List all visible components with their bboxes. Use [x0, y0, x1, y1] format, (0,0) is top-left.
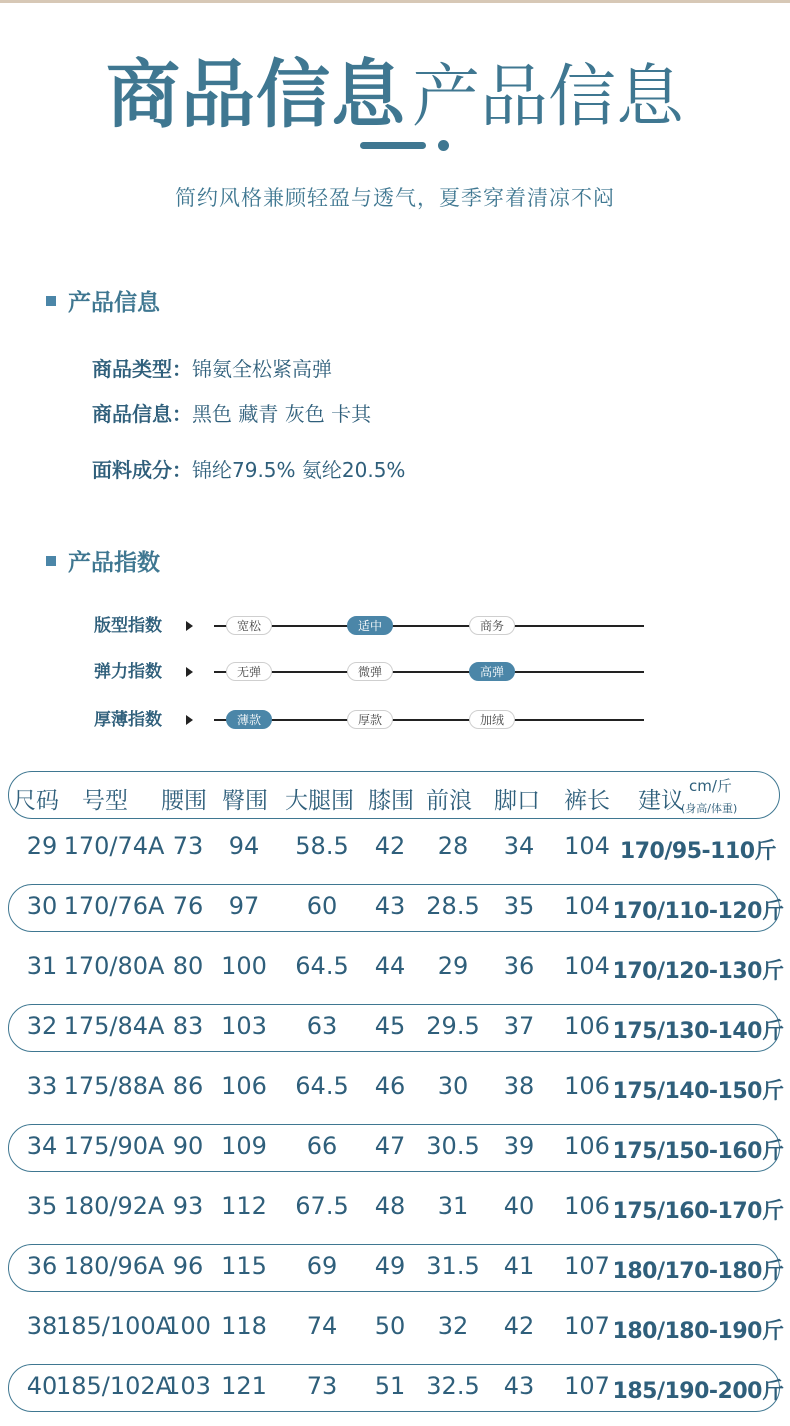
product-index-heading: 产品指数	[46, 544, 160, 577]
table-cell: 106	[564, 1132, 610, 1160]
index-option: 微弹	[347, 662, 393, 681]
table-cell: 90	[172, 1132, 204, 1160]
title-decoration-bar	[360, 142, 426, 149]
table-cell: 42	[374, 832, 406, 860]
index-scale-line	[214, 719, 644, 721]
table-cell: 49	[374, 1252, 406, 1280]
table-cell: 50	[374, 1312, 406, 1340]
table-cell: 33	[26, 1072, 58, 1100]
table-cell: 80	[172, 952, 204, 980]
table-cell: 31.5	[426, 1252, 480, 1280]
table-cell: 38	[26, 1312, 58, 1340]
header-knee: 膝围	[368, 788, 414, 814]
table-cell: 73	[172, 832, 204, 860]
table-cell: 64.5	[295, 952, 349, 980]
table-cell: 60	[306, 892, 338, 920]
table-cell: 104	[564, 892, 610, 920]
top-divider	[0, 0, 790, 3]
table-cell: 67.5	[295, 1192, 349, 1220]
table-cell: 86	[172, 1072, 204, 1100]
info-row-type: 商品类型：锦氨全松紧高弹	[92, 357, 332, 381]
table-cell: 97	[228, 892, 260, 920]
table-cell: 180/170-180斤	[612, 1259, 784, 1284]
table-cell: 104	[564, 952, 610, 980]
table-cell: 96	[172, 1252, 204, 1280]
table-cell: 48	[374, 1192, 406, 1220]
table-cell: 42	[503, 1312, 535, 1340]
header-size: 尺码	[13, 788, 59, 814]
index-option: 厚款	[347, 710, 393, 729]
page-subtitle: 简约风格兼顾轻盈与透气，夏季穿着清凉不闷	[175, 186, 615, 210]
header-rise: 前浪	[426, 788, 472, 814]
header-model: 号型	[82, 788, 128, 814]
table-cell: 118	[221, 1312, 267, 1340]
table-cell: 32	[26, 1012, 58, 1040]
header-leg-opening: 脚口	[494, 788, 540, 814]
table-cell: 180/96A	[63, 1252, 165, 1280]
table-cell: 170/80A	[63, 952, 165, 980]
table-cell: 175/130-140斤	[612, 1019, 784, 1044]
table-cell: 107	[564, 1252, 610, 1280]
table-cell: 103	[165, 1372, 211, 1400]
table-cell: 180/92A	[63, 1192, 165, 1220]
table-cell: 185/100A	[55, 1312, 173, 1340]
table-cell: 35	[26, 1192, 58, 1220]
table-cell: 31	[437, 1192, 469, 1220]
table-cell: 109	[221, 1132, 267, 1160]
index-row-fit: 版型指数 宽松 适中 商务	[94, 614, 554, 638]
table-cell: 34	[503, 832, 535, 860]
table-cell: 31	[26, 952, 58, 980]
table-cell: 64.5	[295, 1072, 349, 1100]
table-cell: 93	[172, 1192, 204, 1220]
table-cell: 74	[306, 1312, 338, 1340]
table-cell: 66	[306, 1132, 338, 1160]
table-cell: 36	[503, 952, 535, 980]
header-waist: 腰围	[161, 788, 207, 814]
table-cell: 69	[306, 1252, 338, 1280]
table-cell: 32	[437, 1312, 469, 1340]
table-cell: 106	[564, 1072, 610, 1100]
table-cell: 40	[26, 1372, 58, 1400]
table-cell: 37	[503, 1012, 535, 1040]
table-cell: 43	[503, 1372, 535, 1400]
table-cell: 175/160-170斤	[612, 1199, 784, 1224]
info-row-colors: 商品信息：黑色 藏青 灰色 卡其	[92, 402, 372, 426]
table-cell: 76	[172, 892, 204, 920]
index-option: 加绒	[469, 710, 515, 729]
table-cell: 38	[503, 1072, 535, 1100]
arrow-right-icon	[186, 621, 193, 631]
title-bold: 商品信息	[105, 52, 406, 138]
table-cell: 34	[26, 1132, 58, 1160]
table-cell: 175/88A	[63, 1072, 165, 1100]
table-cell: 94	[228, 832, 260, 860]
table-cell: 103	[221, 1012, 267, 1040]
index-row-thickness: 厚薄指数 薄款 厚款 加绒	[94, 708, 554, 732]
table-cell: 185/102A	[55, 1372, 173, 1400]
index-row-elasticity: 弹力指数 无弹 微弹 高弹	[94, 660, 554, 684]
table-cell: 45	[374, 1012, 406, 1040]
table-cell: 170/76A	[63, 892, 165, 920]
table-cell: 107	[564, 1372, 610, 1400]
table-cell: 40	[503, 1192, 535, 1220]
table-cell: 30	[437, 1072, 469, 1100]
table-cell: 100	[165, 1312, 211, 1340]
table-cell: 175/84A	[63, 1012, 165, 1040]
table-cell: 28.5	[426, 892, 480, 920]
info-row-fabric: 面料成分：锦纶79.5% 氨纶20.5%	[92, 458, 406, 482]
table-cell: 170/95-110斤	[619, 839, 777, 864]
header-thigh: 大腿围	[285, 788, 354, 814]
header-length: 裤长	[564, 788, 610, 814]
table-cell: 29.5	[426, 1012, 480, 1040]
table-cell: 170/120-130斤	[612, 959, 784, 984]
table-cell: 36	[26, 1252, 58, 1280]
table-cell: 35	[503, 892, 535, 920]
header-hip: 臀围	[222, 788, 268, 814]
arrow-right-icon	[186, 715, 193, 725]
table-cell: 58.5	[295, 832, 349, 860]
header-unit: cm/斤	[689, 777, 732, 795]
table-cell: 121	[221, 1372, 267, 1400]
table-cell: 175/140-150斤	[612, 1079, 784, 1104]
index-option: 宽松	[226, 616, 272, 635]
table-cell: 30.5	[426, 1132, 480, 1160]
index-option: 无弹	[226, 662, 272, 681]
page-title	[0, 36, 790, 142]
table-cell: 30	[26, 892, 58, 920]
index-scale-line	[214, 671, 644, 673]
table-cell: 106	[564, 1012, 610, 1040]
table-cell: 29	[26, 832, 58, 860]
table-cell: 170/74A	[63, 832, 165, 860]
table-cell: 47	[374, 1132, 406, 1160]
table-cell: 112	[221, 1192, 267, 1220]
title-light: 产品信息	[411, 58, 684, 137]
table-cell: 106	[221, 1072, 267, 1100]
table-cell: 32.5	[426, 1372, 480, 1400]
product-info-heading: 产品信息	[46, 284, 160, 317]
table-cell: 51	[374, 1372, 406, 1400]
table-cell: 43	[374, 892, 406, 920]
index-scale-line	[214, 625, 644, 627]
table-cell: 115	[221, 1252, 267, 1280]
header-suggestion: 建议	[638, 788, 684, 814]
table-cell: 107	[564, 1312, 610, 1340]
table-cell: 63	[306, 1012, 338, 1040]
table-cell: 175/150-160斤	[612, 1139, 784, 1164]
bullet-square-icon	[46, 296, 56, 306]
table-cell: 175/90A	[63, 1132, 165, 1160]
title-decoration-dot	[438, 140, 449, 151]
header-unit-note: (身高/体重)	[681, 802, 738, 815]
table-cell: 83	[172, 1012, 204, 1040]
table-cell: 100	[221, 952, 267, 980]
table-cell: 44	[374, 952, 406, 980]
table-cell: 28	[437, 832, 469, 860]
table-cell: 73	[306, 1372, 338, 1400]
table-cell: 41	[503, 1252, 535, 1280]
bullet-square-icon	[46, 556, 56, 566]
table-cell: 185/190-200斤	[612, 1379, 784, 1404]
table-cell: 104	[564, 832, 610, 860]
table-cell: 46	[374, 1072, 406, 1100]
arrow-right-icon	[186, 667, 193, 677]
index-option: 商务	[469, 616, 515, 635]
table-cell: 106	[564, 1192, 610, 1220]
table-cell: 170/110-120斤	[612, 899, 784, 924]
table-cell: 39	[503, 1132, 535, 1160]
index-option-selected: 适中	[347, 616, 393, 635]
index-option-selected: 高弹	[469, 662, 515, 681]
table-cell: 29	[437, 952, 469, 980]
table-cell: 180/180-190斤	[612, 1319, 784, 1344]
index-option-selected: 薄款	[226, 710, 272, 729]
